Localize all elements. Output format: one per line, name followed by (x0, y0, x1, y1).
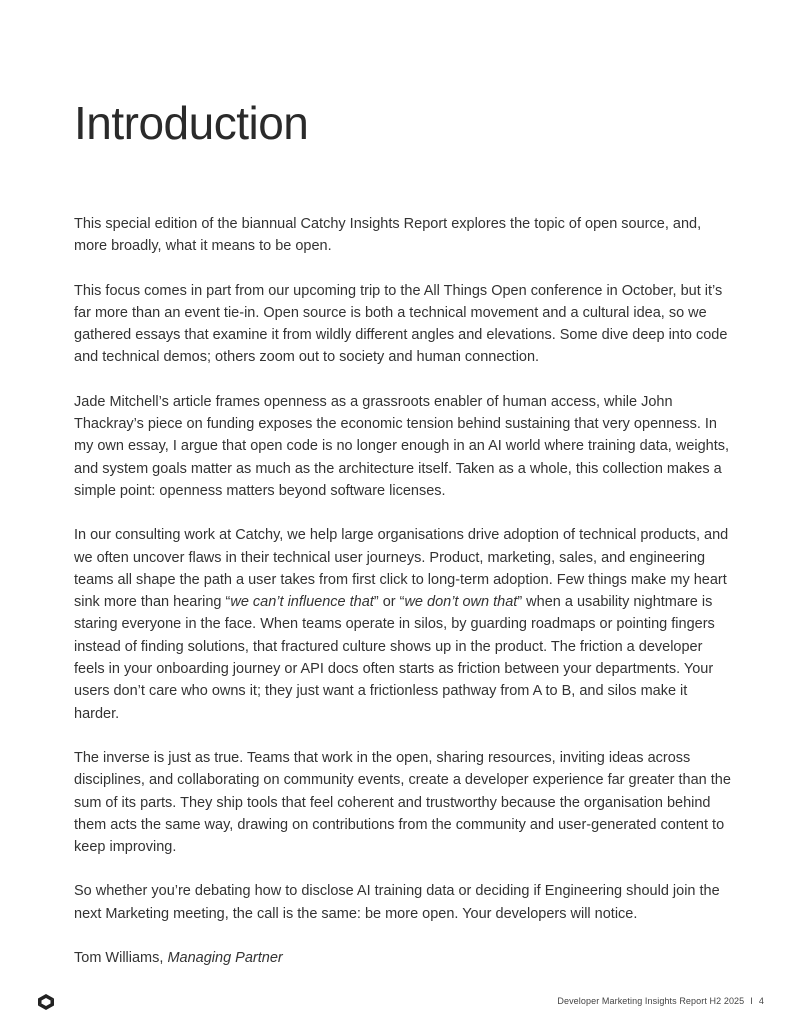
footer-page-number: 4 (758, 996, 764, 1006)
quote-dont-own: we don’t own that (404, 594, 518, 611)
paragraph-4-text-a: In our consulting work at Catchy, we help large organisations drive adoption of technical products, and we often uncover flaws in their technical user journeys. Product, marketing, sales, and engineering teams all shape the path a user takes from first click to long-term adoption. Few things make my heart sink more than hearing “ (74, 527, 729, 611)
footer-report-name: Developer Marketing Insights Report H2 2025 (557, 996, 745, 1006)
quote-cant-influence: we can’t influence that (230, 594, 374, 611)
paragraph-4 (74, 524, 734, 725)
signature-name: Tom Williams, (74, 950, 168, 967)
paragraph-1: This special edition of the biannual Catchy Insights Report explores the topic of open source, and, more broadly, what it means to be open. (74, 216, 702, 255)
paragraph-3: Jade Mitchell’s article frames openness as a grassroots enabler of human access, while John Thackray’s piece on funding exposes the economic tension behind sustaining that very openness. In my own essay, I argue that open code is no longer enough in an AI world where training data, weights, and system goals matter as much as the architecture itself. Taken as a whole, this collection makes a simple point: openness matters beyond software licenses. (74, 393, 730, 499)
footer (557, 996, 764, 1006)
signature-role: Managing Partner (167, 950, 283, 967)
paragraph-5: The inverse is just as true. Teams that work in the open, sharing resources, inviting ideas across disciplines, and collaborating on community events, create a developer experience far greater than the sum of its parts. They ship tools that feel coherent and trustworthy because the organisation behind them acts the same way, drawing on contributions from the community and user-generated content to keep improving. (74, 749, 731, 856)
footer-separator: I (750, 996, 753, 1006)
paragraph-6: So whether you’re debating how to disclose AI training data or deciding if Engineering should join the next Marketing meeting, the call is the same: be more open. Your developers will notice. (74, 883, 720, 922)
body-text (74, 213, 734, 969)
paragraph-4-text-c: ” when a usability nightmare is staring everyone in the face. When teams operate in silos, by guarding roadmaps or pointing fingers instead of finding solutions, that fractured culture shows up in the product. The friction a developer feels in your onboarding journey or API docs often starts as friction between your departments. Your users don’t care who owns it; they just want a frictionless pathway from A to B, and silos make it harder. (74, 594, 715, 722)
paragraph-2: This focus comes in part from our upcoming trip to the All Things Open conference in October, but it’s far more than an event tie-in. Open source is both a technical movement and a cultural idea, so we gathered essays that examine it from wildly different angles and elevations. Some dive deep into code and technical demos; others zoom out to society and human connection. (74, 282, 728, 366)
signature (74, 947, 734, 969)
page-title: Introduction (74, 97, 309, 149)
catchy-logo-icon (36, 993, 56, 1011)
paragraph-4-text-b: ” or “ (373, 594, 405, 611)
